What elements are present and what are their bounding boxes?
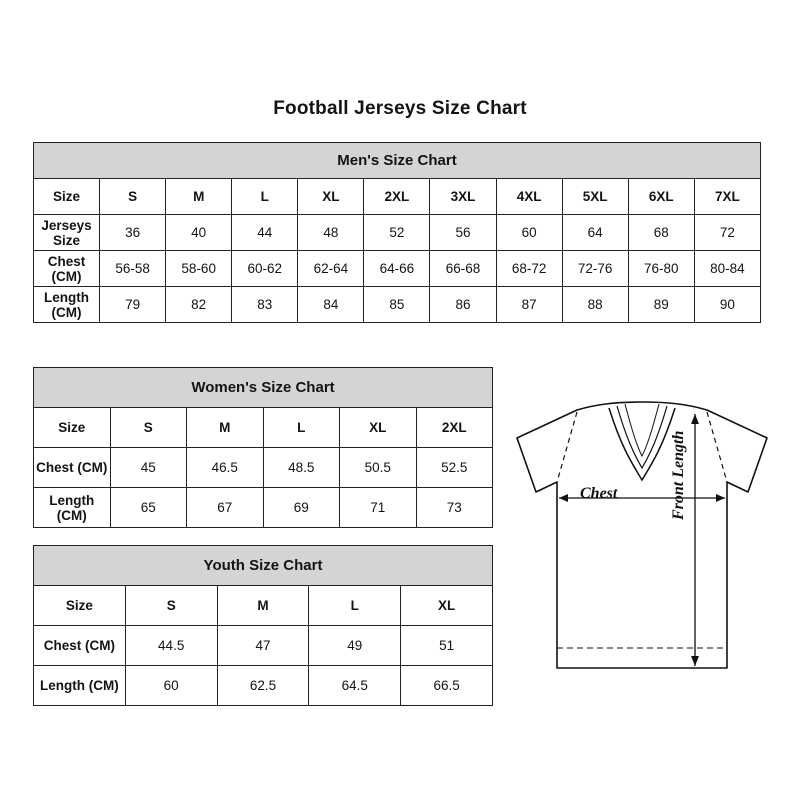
youth-size-chart-table — [33, 545, 493, 706]
table-cell: 6XL — [628, 179, 694, 215]
table-row — [34, 448, 493, 488]
table-cell: 44.5 — [125, 626, 217, 666]
womens-table-caption: Women's Size Chart — [34, 368, 493, 408]
table-cell: M — [166, 179, 232, 215]
table-cell: 72-76 — [562, 251, 628, 287]
table-cell: XL — [340, 408, 417, 448]
table-row — [34, 626, 493, 666]
table-cell: 64 — [562, 215, 628, 251]
table-cell: 62-64 — [298, 251, 364, 287]
table-cell: 4XL — [496, 179, 562, 215]
table-row — [34, 408, 493, 448]
table-cell: 48 — [298, 215, 364, 251]
table-cell: 68-72 — [496, 251, 562, 287]
table-caption-row — [34, 368, 493, 408]
table-cell: 87 — [496, 287, 562, 323]
table-cell: 44 — [232, 215, 298, 251]
table-row — [34, 666, 493, 706]
page-title: Football Jerseys Size Chart — [273, 98, 527, 119]
table-cell: 48.5 — [263, 448, 340, 488]
table-cell: M — [217, 586, 309, 626]
table-caption-row — [34, 546, 493, 586]
mens-table-caption: Men's Size Chart — [34, 143, 761, 179]
table-cell: 5XL — [562, 179, 628, 215]
mens-size-chart-table — [33, 142, 761, 323]
row-label: Chest (CM) — [34, 251, 100, 287]
table-cell: 73 — [416, 488, 493, 528]
table-cell: 56 — [430, 215, 496, 251]
table-cell: 64-66 — [364, 251, 430, 287]
table-cell: 36 — [100, 215, 166, 251]
row-label: Chest (CM) — [34, 448, 111, 488]
table-cell: 66-68 — [430, 251, 496, 287]
table-cell: 64.5 — [309, 666, 401, 706]
chest-dimension-label: Chest — [580, 485, 618, 502]
table-cell: 49 — [309, 626, 401, 666]
row-label: Size — [34, 179, 100, 215]
table-cell: 90 — [694, 287, 760, 323]
table-cell: 52.5 — [416, 448, 493, 488]
row-label: Size — [34, 586, 126, 626]
table-row — [34, 215, 761, 251]
table-cell: XL — [401, 586, 493, 626]
table-cell: 51 — [401, 626, 493, 666]
table-cell: 66.5 — [401, 666, 493, 706]
table-cell: 72 — [694, 215, 760, 251]
table-cell: 76-80 — [628, 251, 694, 287]
table-cell: L — [309, 586, 401, 626]
youth-table-caption: Youth Size Chart — [34, 546, 493, 586]
table-cell: M — [187, 408, 264, 448]
table-cell: 89 — [628, 287, 694, 323]
row-label: Size — [34, 408, 111, 448]
table-cell: XL — [298, 179, 364, 215]
table-cell: 7XL — [694, 179, 760, 215]
womens-size-chart-table — [33, 367, 493, 528]
table-cell: 62.5 — [217, 666, 309, 706]
table-row — [34, 179, 761, 215]
table-cell: L — [263, 408, 340, 448]
row-label: Length (CM) — [34, 666, 126, 706]
table-cell: 2XL — [416, 408, 493, 448]
row-label: Length (CM) — [34, 287, 100, 323]
table-cell: 50.5 — [340, 448, 417, 488]
table-cell: 88 — [562, 287, 628, 323]
table-cell: 86 — [430, 287, 496, 323]
table-cell: 80-84 — [694, 251, 760, 287]
table-row — [34, 287, 761, 323]
table-cell: 68 — [628, 215, 694, 251]
table-cell: 71 — [340, 488, 417, 528]
front-length-dimension-label: Front Length — [670, 430, 687, 520]
table-cell: 82 — [166, 287, 232, 323]
table-cell: 46.5 — [187, 448, 264, 488]
table-cell: 60-62 — [232, 251, 298, 287]
table-cell: 47 — [217, 626, 309, 666]
table-cell: 83 — [232, 287, 298, 323]
table-row — [34, 251, 761, 287]
table-cell: 85 — [364, 287, 430, 323]
jersey-outline-icon — [505, 400, 780, 690]
row-label: Jerseys Size — [34, 215, 100, 251]
table-cell: 52 — [364, 215, 430, 251]
table-cell: 67 — [187, 488, 264, 528]
table-cell: 56-58 — [100, 251, 166, 287]
table-cell: 2XL — [364, 179, 430, 215]
table-cell: 58-60 — [166, 251, 232, 287]
table-cell: 79 — [100, 287, 166, 323]
table-cell: S — [100, 179, 166, 215]
table-row — [34, 488, 493, 528]
table-cell: 84 — [298, 287, 364, 323]
table-cell: S — [125, 586, 217, 626]
table-caption-row — [34, 143, 761, 179]
table-cell: 60 — [125, 666, 217, 706]
table-cell: 65 — [110, 488, 187, 528]
row-label: Chest (CM) — [34, 626, 126, 666]
jersey-body-path — [517, 402, 767, 668]
table-row — [34, 586, 493, 626]
row-label: Length (CM) — [34, 488, 111, 528]
table-cell: 60 — [496, 215, 562, 251]
jersey-measurement-diagram — [505, 400, 780, 690]
table-cell: 3XL — [430, 179, 496, 215]
table-cell: 40 — [166, 215, 232, 251]
table-cell: L — [232, 179, 298, 215]
table-cell: S — [110, 408, 187, 448]
table-cell: 45 — [110, 448, 187, 488]
table-cell: 69 — [263, 488, 340, 528]
